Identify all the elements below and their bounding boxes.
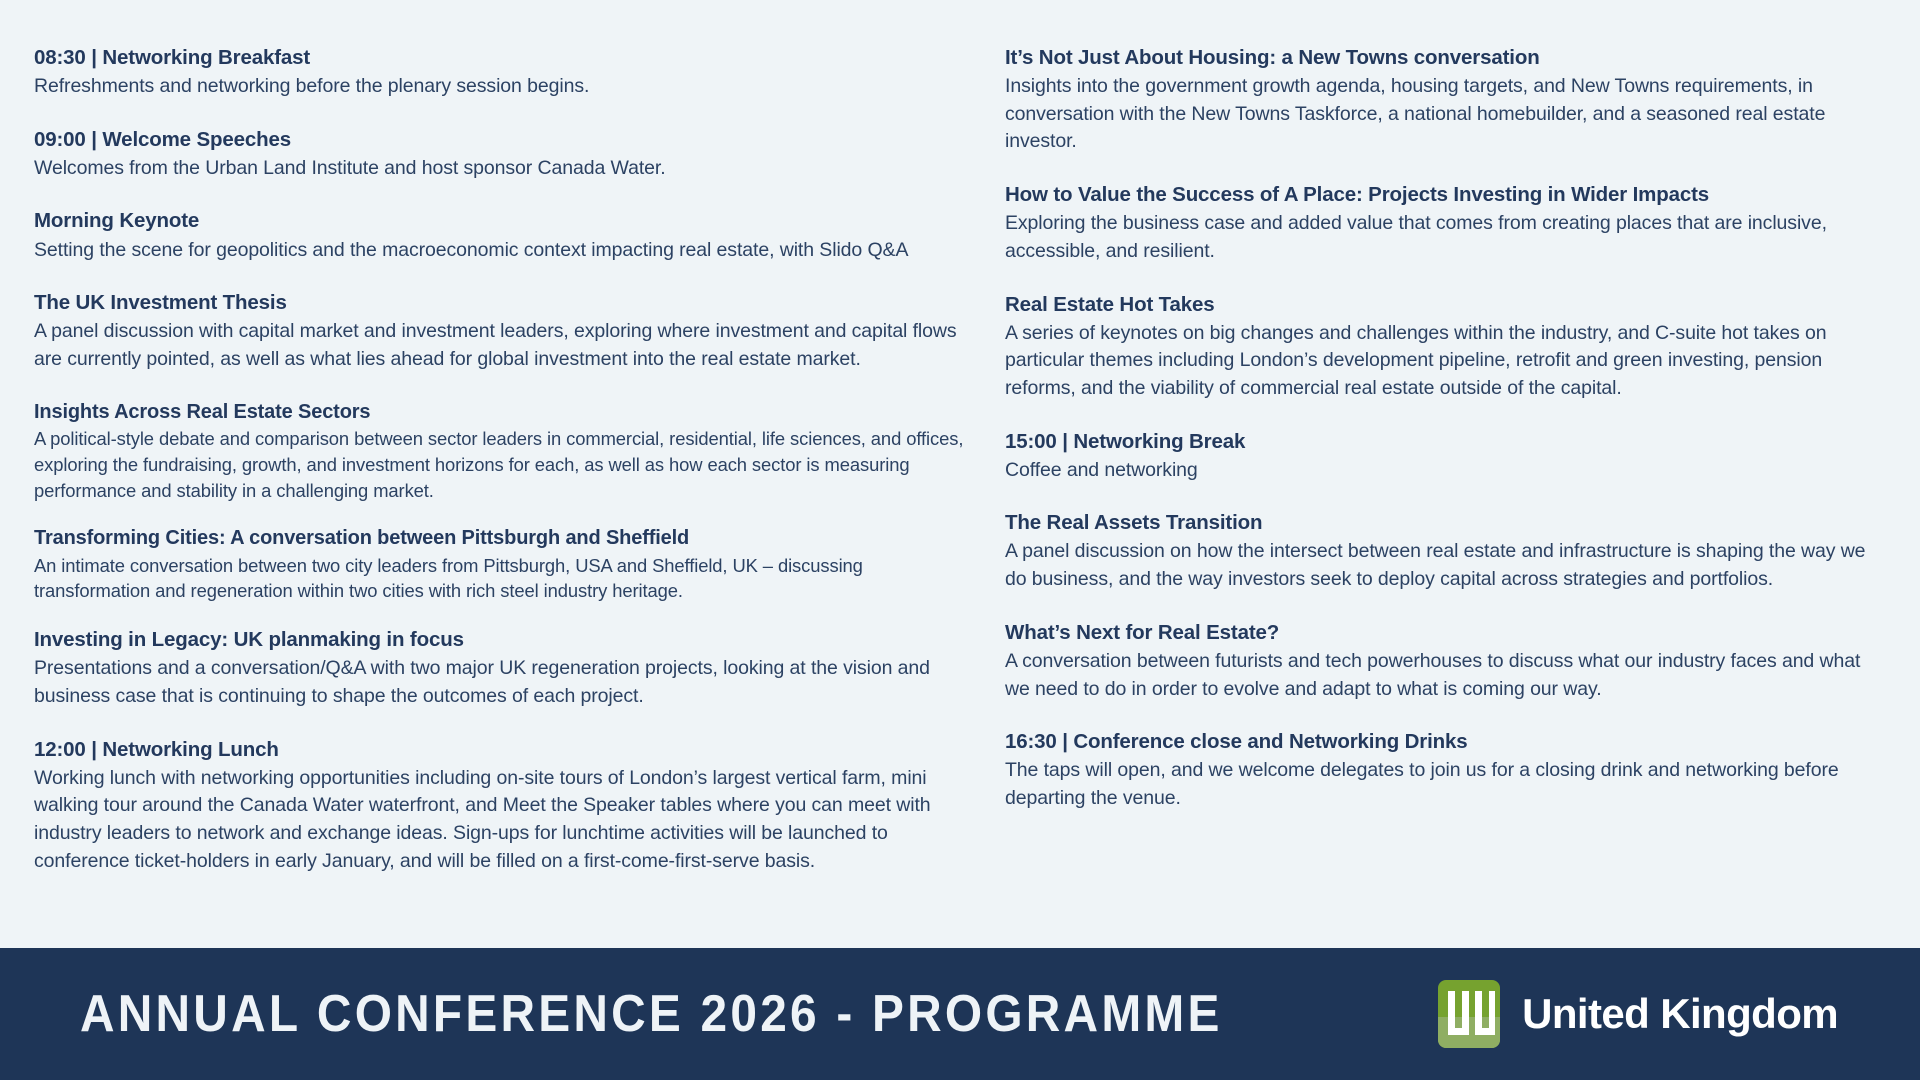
programme-column-right bbox=[1005, 44, 1920, 948]
session-description: Refreshments and networking before the plenary session begins. bbox=[34, 75, 590, 98]
session-title: Insights Across Real Estate Sectors bbox=[34, 400, 371, 423]
session-item bbox=[1005, 181, 1880, 265]
session-description: Insights into the government growth agenda, housing targets, and New Towns requirements, in conversation with the New Towns Taskforce, a national homebuilder, and a seasoned real estate investor. bbox=[1005, 75, 1826, 153]
session-description: Working lunch with networking opportunities including on-site tours of London’s largest vertical farm, mini walking tour around the Canada Water waterfront, and Meet the Speaker tables where you can meet with industry leaders to network and exchange ideas. Sign-ups for lunchtime activities will be launched to conference ticket-holders in early January, and will be filled on a first-come-first-serve basis. bbox=[34, 766, 931, 872]
session-title: What’s Next for Real Estate? bbox=[1005, 620, 1280, 644]
footer-bar bbox=[0, 948, 1920, 1080]
session-item bbox=[1005, 44, 1880, 156]
session-item bbox=[1005, 728, 1880, 812]
session-description: A political-style debate and comparison between sector leaders in commercial, residential, life sciences, and offices, exploring the fundraising, growth, and investment horizons for each, as well as how each sector is measuring performance and stability in a challenging market. bbox=[34, 428, 964, 501]
session-item bbox=[1005, 509, 1880, 593]
session-item bbox=[34, 289, 965, 373]
session-title: It’s Not Just About Housing: a New Towns conversation bbox=[1005, 46, 1540, 69]
uli-logo-icon bbox=[1438, 980, 1500, 1048]
session-title: 15:00 | Networking Break bbox=[1005, 429, 1246, 453]
session-item bbox=[34, 207, 965, 264]
session-item bbox=[1005, 291, 1880, 403]
session-item bbox=[34, 126, 965, 183]
session-description: The taps will open, and we welcome delegates to join us for a closing drink and networking before departing the venue. bbox=[1005, 759, 1839, 809]
session-description: Presentations and a conversation/Q&A with two major UK regeneration projects, looking at the vision and business case that is continuing to shape the outcomes of each project. bbox=[34, 657, 930, 707]
uli-united-kingdom-logo bbox=[1438, 980, 1838, 1048]
session-title: Transforming Cities: A conversation between Pittsburgh and Sheffield bbox=[34, 527, 690, 550]
session-item bbox=[34, 736, 965, 876]
programme-column-left bbox=[0, 44, 1005, 948]
uli-logo-label: United Kingdom bbox=[1522, 990, 1838, 1037]
session-description: A panel discussion on how the intersect between real estate and infrastructure is shaping the way we do business, and the way investors seek to deploy capital across strategies and portfolios. bbox=[1005, 540, 1866, 591]
session-item bbox=[1005, 428, 1880, 485]
session-item bbox=[34, 626, 965, 710]
session-item bbox=[1005, 619, 1880, 703]
session-description: Coffee and networking bbox=[1005, 458, 1198, 481]
session-title: Morning Keynote bbox=[34, 209, 200, 233]
session-title: Real Estate Hot Takes bbox=[1005, 292, 1215, 316]
session-description: A conversation between futurists and tech powerhouses to discuss what our industry faces and what we need to do in order to evolve and adapt to what is coming our way. bbox=[1005, 649, 1861, 700]
session-description: A panel discussion with capital market and investment leaders, exploring where investment and capital flows are currently pointed, as well as what lies ahead for global investment into the real estate market. bbox=[34, 320, 957, 370]
session-title: 09:00 | Welcome Speeches bbox=[34, 127, 292, 151]
session-item bbox=[34, 525, 965, 604]
session-item bbox=[34, 44, 965, 101]
session-item bbox=[34, 399, 965, 504]
session-description: Setting the scene for geopolitics and the macroeconomic context impacting real estate, with Slido Q&A bbox=[34, 238, 909, 261]
session-title: The Real Assets Transition bbox=[1005, 511, 1263, 535]
session-title: The UK Investment Thesis bbox=[34, 291, 287, 315]
session-title: 08:30 | Networking Breakfast bbox=[34, 46, 311, 69]
footer-title: ANNUAL CONFERENCE 2026 - PROGRAMME bbox=[80, 985, 1223, 1043]
session-title: 12:00 | Networking Lunch bbox=[34, 737, 279, 761]
session-description: Exploring the business case and added value that comes from creating places that are inclusive, accessible, and resilient. bbox=[1005, 212, 1827, 262]
session-title: 16:30 | Conference close and Networking Drinks bbox=[1005, 730, 1468, 754]
session-description: An intimate conversation between two city leaders from Pittsburgh, USA and Sheffield, UK – discussing transformation and regeneration within two cities with rich steel industry heritage. bbox=[34, 554, 863, 602]
session-description: Welcomes from the Urban Land Institute and host sponsor Canada Water. bbox=[34, 156, 666, 179]
session-title: Investing in Legacy: UK planmaking in focus bbox=[34, 628, 464, 652]
session-description: A series of keynotes on big changes and challenges within the industry, and C-suite hot takes on particular themes including London’s development pipeline, retrofit and green investing, pension reforms, and the viability of commercial real estate outside of the capital. bbox=[1005, 321, 1827, 399]
session-title: How to Value the Success of A Place: Projects Investing in Wider Impacts bbox=[1005, 183, 1710, 207]
